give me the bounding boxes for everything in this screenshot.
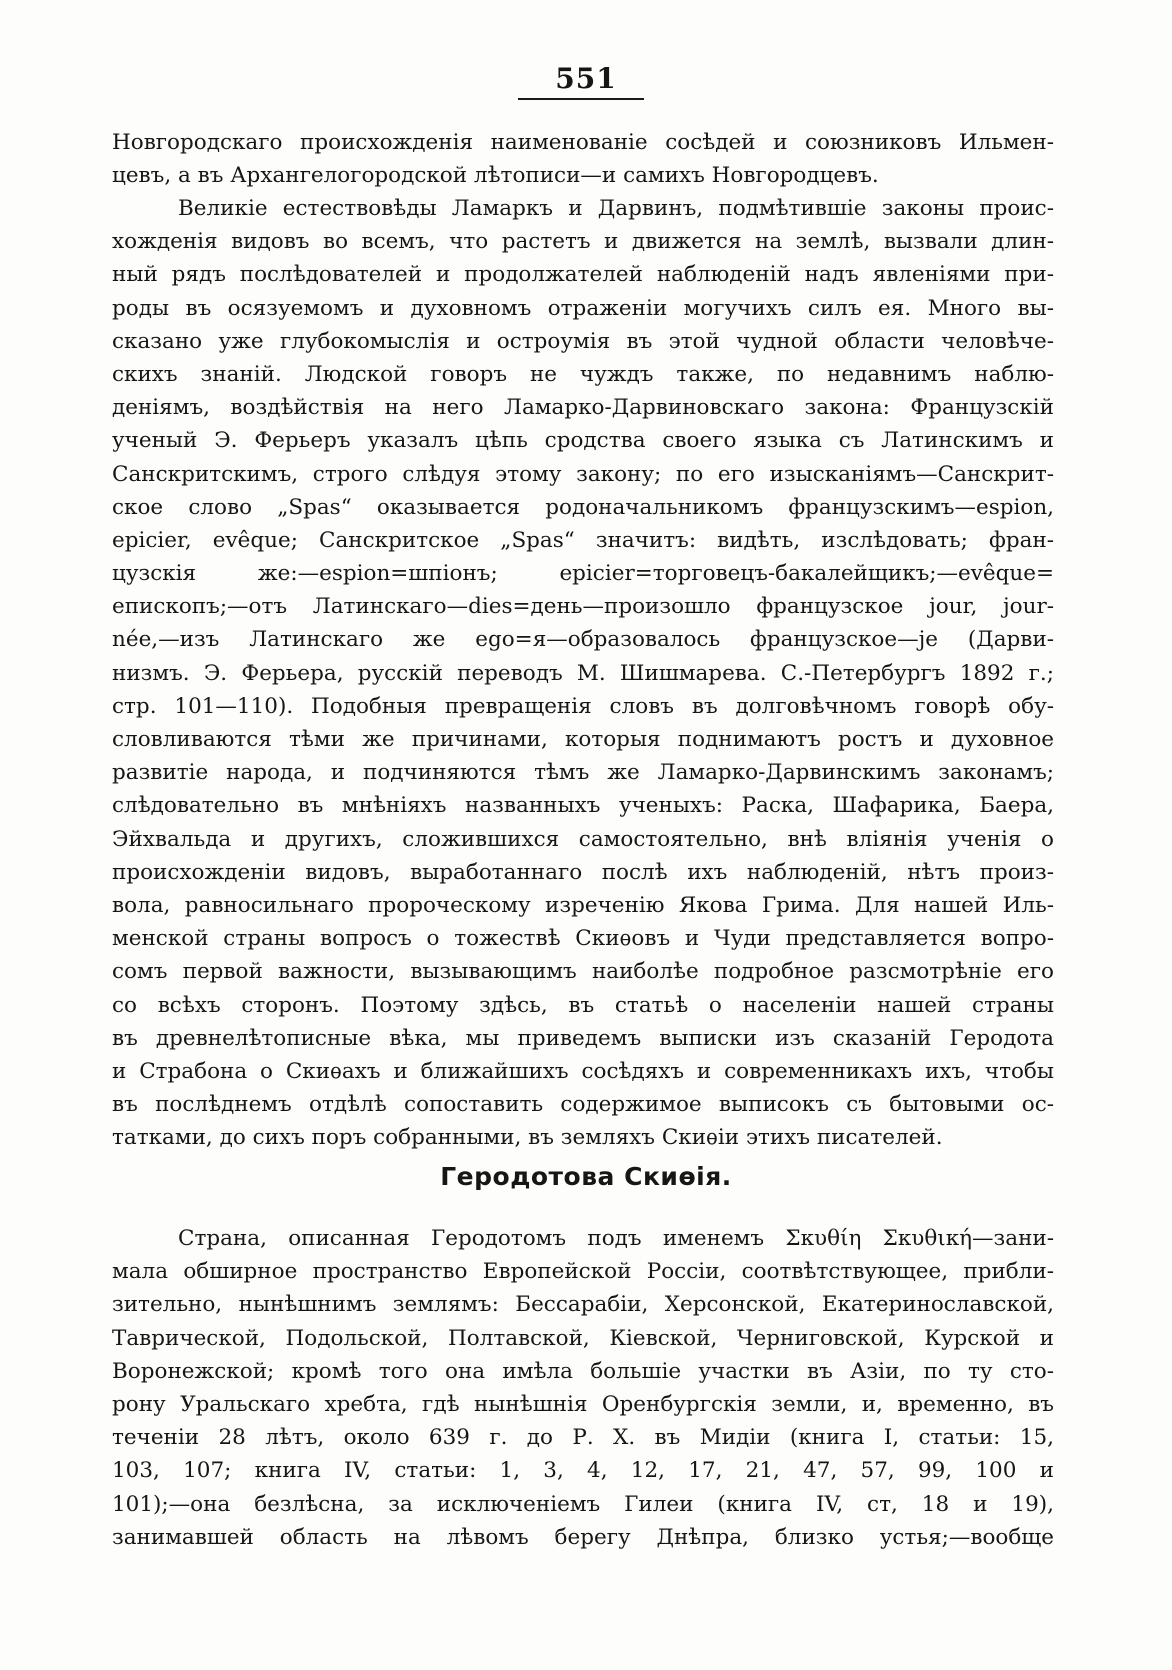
text-line: Санскритскимъ, строго слѣдуя этому закону; по его изысканіямъ—Санскрит- bbox=[112, 461, 1054, 487]
text-line: epicier, evêque; Санскритское „Spas“ значитъ: видѣть, изслѣдовать; фран- bbox=[112, 527, 1054, 553]
text-line: со всѣхъ сторонъ. Поэтому здѣсь, въ статьѣ о населеніи нашей страны bbox=[112, 992, 1054, 1018]
text-line: занимавшей область на лѣвомъ берегу Днѣпра, близко устья;—вообще bbox=[112, 1524, 1054, 1550]
paragraph-3 bbox=[112, 1222, 1054, 1554]
text-line: слѣдовательно въ мнѣніяхъ названныхъ ученыхъ: Раска, Шафарика, Баера, bbox=[112, 793, 1054, 819]
text-line: менской страны вопросъ о тожествѣ Скиѳовъ и Чуди представляется вопро- bbox=[112, 926, 1054, 952]
text-line: née,—изъ Латинскаго же ego=я—образовалось французское—je (Дарви- bbox=[112, 627, 1054, 653]
text-line: словливаются тѣми же причинами, которыя поднимаютъ ростъ и духовное bbox=[112, 727, 1054, 752]
text-line: развитіе народа, и подчиняются тѣмъ же Ламарко-Дарвинскимъ законамъ; bbox=[112, 760, 1054, 786]
page-number-rule bbox=[518, 98, 644, 100]
text-line: вола, равносильнаго пророческому изреченію Якова Грима. Для нашей Иль- bbox=[112, 892, 1054, 918]
text-line: цевъ, а въ Архангелогородской лѣтописи—и самихъ Новгородцевъ. bbox=[112, 163, 879, 189]
text-line: 101);—она безлѣсна, за исключеніемъ Гилеи (книга IV, ст, 18 и 19), bbox=[112, 1491, 1054, 1517]
text-line: теченіи 28 лѣтъ, около 639 г. до Р. Х. въ Мидіи (книга I, статьи: 15, bbox=[112, 1425, 1054, 1451]
paragraph-2 bbox=[112, 192, 1054, 1154]
text-line: епископъ;—отъ Латинскаго—dies=день—произошло французское jour, jour- bbox=[112, 594, 1054, 620]
section-heading: Геродотова Скиѳія. bbox=[440, 1162, 732, 1191]
text-line: сказано уже глубокомыслія и остроумія въ этой чудной области человѣче- bbox=[112, 328, 1054, 354]
text-line: происхожденіи видовъ, выработаннаго послѣ ихъ наблюденій, нѣтъ произ- bbox=[112, 859, 1054, 885]
text-line: сомъ первой важности, вызывающимъ наиболѣе подробное разсмотрѣніе его bbox=[112, 959, 1054, 985]
text-line: стр. 101—110). Подобныя превращенія словъ въ долговѣчномъ говорѣ обу- bbox=[112, 693, 1054, 719]
text-line: Страна, описанная Геродотомъ подъ именемъ Σκυθίη Σκυθική—зани- bbox=[178, 1226, 1054, 1251]
text-line: роды въ осязуемомъ и духовномъ отраженіи могучихъ силъ ея. Много вы- bbox=[112, 295, 1054, 321]
text-line: зительно, нынѣшнимъ землямъ: Бессарабіи, Херсонской, Екатеринославской, bbox=[112, 1292, 1054, 1318]
text-line: рону Уральскаго хребта, гдѣ нынѣшнія Оренбургскія земли, и, временно, въ bbox=[112, 1391, 1054, 1417]
text-line: хожденія видовъ во всемъ, что растетъ и движется на землѣ, вызвали длин- bbox=[112, 229, 1054, 255]
text-line: въ послѣднемъ отдѣлѣ сопоставить содержимое выписокъ съ бытовыми ос- bbox=[112, 1092, 1054, 1118]
text-line: Великіе естествовѣды Ламаркъ и Дарвинъ, подмѣтившіе законы проис- bbox=[178, 196, 1054, 221]
text-line: цузскія же:—espion=шпіонъ; epicier=торговецъ-бакалейщикъ;—evêque= bbox=[112, 561, 1054, 587]
text-line: 103, 107; книга IV, статьи: 1, 3, 4, 12, 17, 21, 47, 57, 99, 100 и bbox=[112, 1458, 1054, 1484]
text-line: скихъ знаній. Людской говоръ не чуждъ также, по недавнимъ наблю- bbox=[112, 361, 1054, 387]
text-line: Новгородскаго происхожденія наименованіе сосѣдей и союзниковъ Ильмен- bbox=[112, 130, 1054, 155]
text-line: Таврической, Подольской, Полтавской, Кіевской, Черниговской, Курской и bbox=[112, 1325, 1054, 1351]
paragraph-1 bbox=[112, 126, 1054, 192]
text-line: ный рядъ послѣдователей и продолжателей наблюденій надъ явленіями при- bbox=[112, 262, 1054, 288]
text-line: мала обширное пространство Европейской Россіи, соотвѣтствующее, прибли- bbox=[112, 1259, 1054, 1285]
text-line: и Страбона о Скиѳахъ и ближайшихъ сосѣдяхъ и современникахъ ихъ, чтобы bbox=[112, 1058, 1054, 1084]
text-line: ское слово „Spas“ оказывается родоначальникомъ французскимъ—espion, bbox=[112, 494, 1054, 520]
text-line: въ древнелѣтописные вѣка, мы приведемъ выписки изъ сказаній Геродота bbox=[112, 1025, 1054, 1051]
text-line: Воронежской; кромѣ того она имѣла большіе участки въ Азіи, по ту сто- bbox=[112, 1358, 1054, 1384]
text-line: Эйхвальда и другихъ, сложившихся самостоятельно, внѣ вліянія ученія о bbox=[112, 826, 1054, 852]
page-number: 551 bbox=[555, 62, 617, 95]
text-line: низмъ. Э. Ферьера, русскій переводъ М. Шишмарева. С.-Петербургъ 1892 г.; bbox=[112, 660, 1054, 686]
text-line: деніямъ, воздѣйствія на него Ламарко-Дарвиновскаго закона: Французскій bbox=[112, 395, 1054, 421]
text-line: татками, до сихъ поръ собранными, въ земляхъ Скиѳіи этихъ писателей. bbox=[112, 1125, 943, 1151]
text-line: ученый Э. Ферьеръ указалъ цѣпь сродства своего языка съ Латинскимъ и bbox=[112, 428, 1054, 454]
